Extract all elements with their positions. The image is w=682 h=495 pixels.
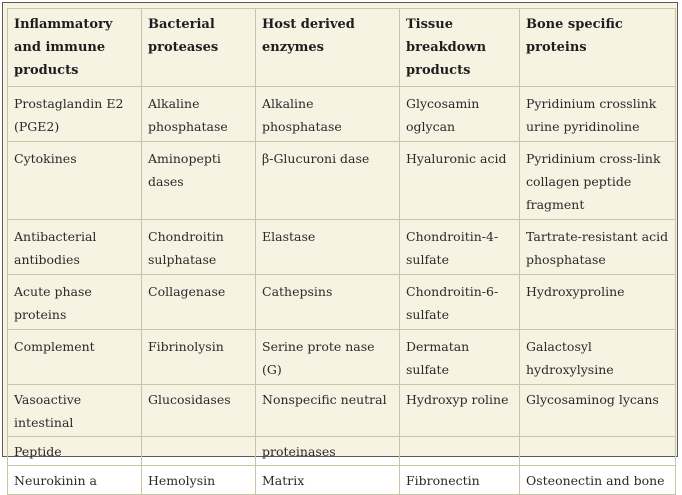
table-row <box>8 466 676 495</box>
table-cell: Alkaline phosphatase <box>256 87 400 142</box>
table-cell: Vasoactive intestinal <box>8 385 142 437</box>
table-cell: Osteonectin and bone <box>520 466 676 495</box>
table-cell: Galactosyl hydroxylysine <box>520 330 676 385</box>
table-cell: Fibrinolysin <box>142 330 256 385</box>
column-header-inflammatory: Inflammatory and immune products <box>8 9 142 87</box>
table-cell: Neurokinin a <box>8 466 142 495</box>
table-cell <box>520 437 676 466</box>
table-cell: Alkaline phosphatase <box>142 87 256 142</box>
table-cell <box>142 437 256 466</box>
table-cell: Elastase <box>256 220 400 275</box>
table-cell: Serine prote nase (G) <box>256 330 400 385</box>
table-cell: Acute phase proteins <box>8 275 142 330</box>
table-row <box>8 142 676 220</box>
table-cell <box>400 437 520 466</box>
table-cell: Hydroxyp roline <box>400 385 520 437</box>
table-row <box>8 437 676 466</box>
table-header-row <box>8 9 676 87</box>
table-cell: Pyridinium cross-link collagen peptide fragment <box>520 142 676 220</box>
column-header-bone-proteins: Bone specific proteins <box>520 9 676 87</box>
table-cell: Dermatan sulfate <box>400 330 520 385</box>
table-cell: Chondroitin-4-sulfate <box>400 220 520 275</box>
table-cell: Aminopepti dases <box>142 142 256 220</box>
column-header-host-enzymes: Host derived enzymes <box>256 9 400 87</box>
column-header-bacterial: Bacterial proteases <box>142 9 256 87</box>
table-cell: proteinases <box>256 437 400 466</box>
table-cell: Nonspecific neutral <box>256 385 400 437</box>
table-cell: Hydroxyproline <box>520 275 676 330</box>
table-row <box>8 220 676 275</box>
table-cell: Pyridinium crosslink urine pyridinoline <box>520 87 676 142</box>
table-row <box>8 275 676 330</box>
table-cell: Tartrate-resistant acid phosphatase <box>520 220 676 275</box>
column-header-tissue-breakdown: Tissue breakdown products <box>400 9 520 87</box>
table-cell: Prostaglandin E2 (PGE2) <box>8 87 142 142</box>
table-cell: Hyaluronic acid <box>400 142 520 220</box>
table-cell: Antibacterial antibodies <box>8 220 142 275</box>
table-cell: Cathepsins <box>256 275 400 330</box>
table-cell: Matrix <box>256 466 400 495</box>
table-frame <box>2 2 678 488</box>
table-cell: Fibronectin <box>400 466 520 495</box>
table-row <box>8 87 676 142</box>
table-cell: Chondroitin-6-sulfate <box>400 275 520 330</box>
table-cell: Hemolysin <box>142 466 256 495</box>
table-cell: Glucosidases <box>142 385 256 437</box>
table-cell: Complement <box>8 330 142 385</box>
table-cell: Glycosaminog lycans <box>520 385 676 437</box>
table-cell: Chondroitin sulphatase <box>142 220 256 275</box>
table-cell: β-Glucuroni dase <box>256 142 400 220</box>
biomarker-table <box>7 8 676 495</box>
table-cell: Peptide <box>8 437 142 466</box>
table-row <box>8 330 676 385</box>
table-row <box>8 385 676 437</box>
table-cell: Collagenase <box>142 275 256 330</box>
table-cell: Glycosamin oglycan <box>400 87 520 142</box>
table-cell: Cytokines <box>8 142 142 220</box>
